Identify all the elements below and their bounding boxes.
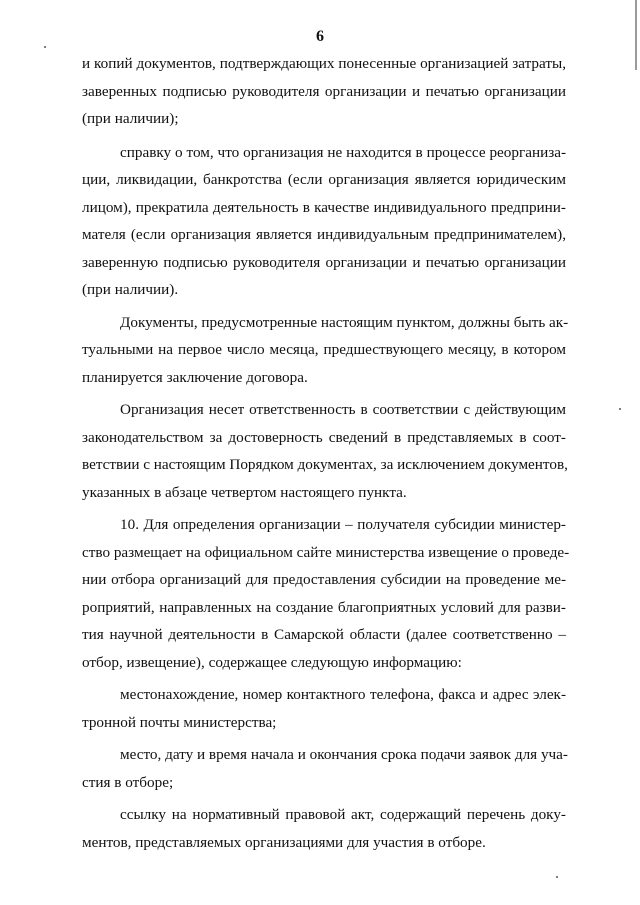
text-line: (при наличии); — [82, 110, 179, 127]
paragraph — [82, 139, 566, 304]
text-line: мателя (если организация является индивидуальным предпринимателем), — [82, 226, 566, 243]
text-line: Документы, предусмотренные настоящим пунктом, должны быть ак- — [120, 313, 569, 331]
text-line: лицом), прекратила деятельность в качестве индивидуального предприни- — [82, 198, 566, 216]
text-line: заверенную подписью руководителя организации и печатью организации — [82, 253, 566, 271]
text-line: законодательством за достоверность сведений в представляемых в соот- — [82, 428, 566, 446]
paragraph — [82, 801, 566, 856]
text-line: тия научной деятельности в Самарской области (далее соответственно – — [82, 626, 566, 643]
text-line: планируется заключение договора. — [82, 368, 308, 386]
text-line: указанных в абзаце четвертом настоящего пункта. — [82, 483, 407, 501]
paragraph — [82, 741, 566, 796]
paragraph — [82, 309, 569, 392]
text-line: ветствии с настоящим Порядком документах, за исключением документов, — [82, 456, 568, 473]
text-line: тронной почты министерства; — [82, 713, 277, 731]
text-line: Организация несет ответственность в соответствии с действующим — [120, 401, 566, 418]
scan-speck — [619, 408, 621, 410]
text-line: (при наличии). — [82, 281, 179, 298]
document-body — [82, 50, 570, 856]
paragraph — [82, 396, 566, 506]
text-line: заверенных подписью руководителя организации и печатью организации — [82, 82, 566, 100]
text-line: 10. Для определения организации – получателя субсидии министер- — [120, 516, 566, 533]
text-line: место, дату и время начала и окончания срока подачи заявок для уча- — [120, 746, 568, 763]
paragraph — [82, 681, 566, 736]
scan-speck — [44, 46, 46, 48]
text-line: стия в отборе; — [82, 773, 174, 791]
text-line: ментов, представляемых организациями для участия в отборе. — [82, 833, 486, 851]
text-line: ство размещает на официальном сайте министерства извещение о проведе- — [82, 543, 570, 561]
text-line: ции, ликвидации, банкротства (если организация является юридическим — [82, 171, 566, 188]
text-line: туальными на первое число месяца, предшествующего месяцу, в котором — [82, 341, 566, 358]
paragraph — [82, 50, 566, 133]
text-line: роприятий, направленных на создание благоприятных условий для разви- — [82, 598, 566, 616]
text-line: справку о том, что организация не находится в процессе реорганиза- — [120, 143, 566, 161]
text-line: и копий документов, подтверждающих понесенные организацией затраты, — [82, 55, 566, 72]
text-line: нии отбора организаций для предоставления субсидии на проведение ме- — [82, 571, 566, 588]
paragraph — [82, 511, 570, 676]
scan-speck — [556, 876, 558, 878]
page-number: 6 — [316, 28, 324, 45]
text-line: местонахождение, номер контактного телефона, факса и адрес элек- — [120, 686, 566, 703]
text-line: ссылку на нормативный правовой акт, содержащий перечень доку- — [120, 806, 566, 823]
text-line: отбор, извещение), содержащее следующую информацию: — [82, 653, 462, 671]
